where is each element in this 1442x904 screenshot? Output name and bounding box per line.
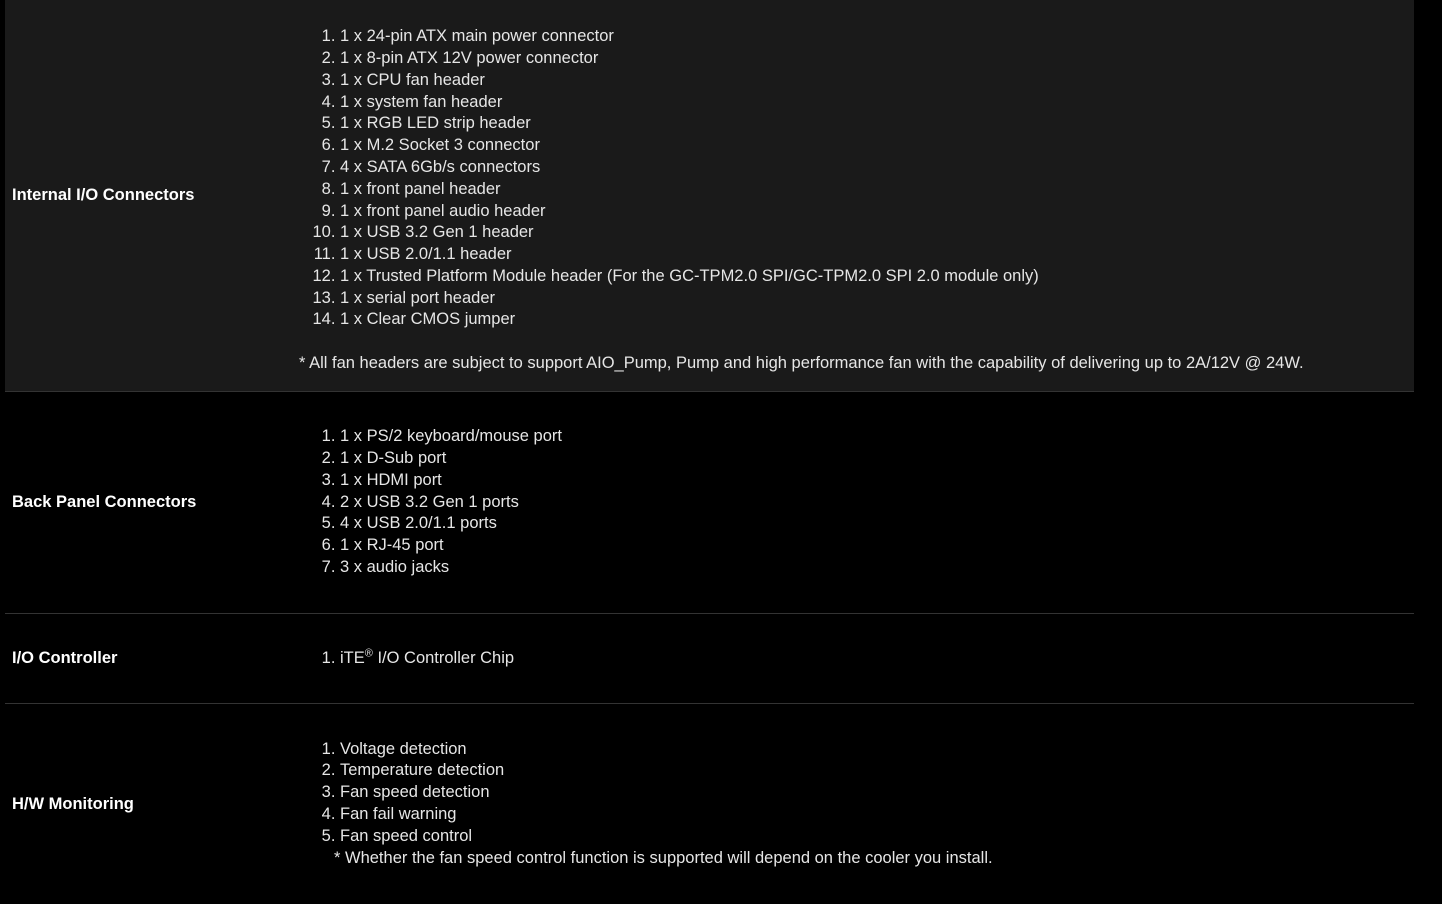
connector-list — [299, 26, 1414, 331]
spec-row-io-controller — [5, 614, 1414, 704]
list-item: 2. 1 x 8-pin ATX 12V power connector — [340, 48, 1414, 70]
item-text: I/O Controller Chip — [372, 648, 515, 667]
list-item — [340, 648, 1414, 670]
row-value — [293, 648, 1414, 670]
fan-header-note: * All fan headers are subject to support AIO_Pump, Pump and high performance fan with the capability of delivering up to 2A/12V @ 24W. — [299, 354, 1304, 373]
list-item: 5. Fan speed control — [340, 826, 1414, 848]
spec-row-back-panel — [5, 392, 1414, 614]
row-value — [293, 16, 1414, 375]
list-item: 10. 1 x USB 3.2 Gen 1 header — [340, 222, 1414, 244]
list-item: 1. 1 x 24-pin ATX main power connector — [340, 26, 1414, 48]
row-label: I/O Controller — [12, 649, 118, 667]
registered-mark: ® — [364, 647, 373, 660]
list-item: 6. 1 x M.2 Socket 3 connector — [340, 135, 1414, 157]
list-item: 3. 1 x CPU fan header — [340, 70, 1414, 92]
list-item: 2. Temperature detection — [340, 760, 1414, 782]
list-item: 7. 4 x SATA 6Gb/s connectors — [340, 157, 1414, 179]
list-item: 4. 1 x system fan header — [340, 92, 1414, 114]
list-item: 14. 1 x Clear CMOS jumper — [340, 309, 1414, 331]
list-item: 1. Voltage detection — [340, 739, 1414, 761]
fan-control-note: * Whether the fan speed control function is supported will depend on the cooler you install. — [334, 848, 993, 867]
list-item: 11. 1 x USB 2.0/1.1 header — [340, 244, 1414, 266]
list-item: 5. 1 x RGB LED strip header — [340, 113, 1414, 135]
list-item: 5. 4 x USB 2.0/1.1 ports — [340, 513, 1414, 535]
row-value — [293, 426, 1414, 579]
list-item: 4. Fan fail warning — [340, 804, 1414, 826]
list-item: 9. 1 x front panel audio header — [340, 201, 1414, 223]
port-list — [299, 426, 1414, 579]
list-item: 8. 1 x front panel header — [340, 179, 1414, 201]
list-item: 3. Fan speed detection — [340, 782, 1414, 804]
row-label: Internal I/O Connectors — [12, 186, 195, 204]
row-label: H/W Monitoring — [12, 794, 134, 813]
list-item: 7. 3 x audio jacks — [340, 557, 1414, 579]
list-item: 6. 1 x RJ-45 port — [340, 535, 1414, 557]
list-item: 2. 1 x D-Sub port — [340, 448, 1414, 470]
row-value — [293, 739, 1414, 870]
list-item: 4. 2 x USB 3.2 Gen 1 ports — [340, 492, 1414, 514]
list-item: 12. 1 x Trusted Platform Module header (For the GC-TPM2.0 SPI/GC-TPM2.0 SPI 2.0 module only) — [340, 266, 1414, 288]
monitoring-list — [299, 739, 1414, 848]
controller-list — [299, 648, 1414, 670]
list-item: 3. 1 x HDMI port — [340, 470, 1414, 492]
spec-table — [5, 0, 1414, 904]
spec-row-internal-io — [5, 0, 1414, 392]
list-item: 13. 1 x serial port header — [340, 288, 1414, 310]
list-item: 1. 1 x PS/2 keyboard/mouse port — [340, 426, 1414, 448]
row-label: Back Panel Connectors — [12, 493, 197, 511]
spec-row-hw-monitoring — [5, 704, 1414, 904]
brand-name: iTE — [340, 648, 365, 667]
